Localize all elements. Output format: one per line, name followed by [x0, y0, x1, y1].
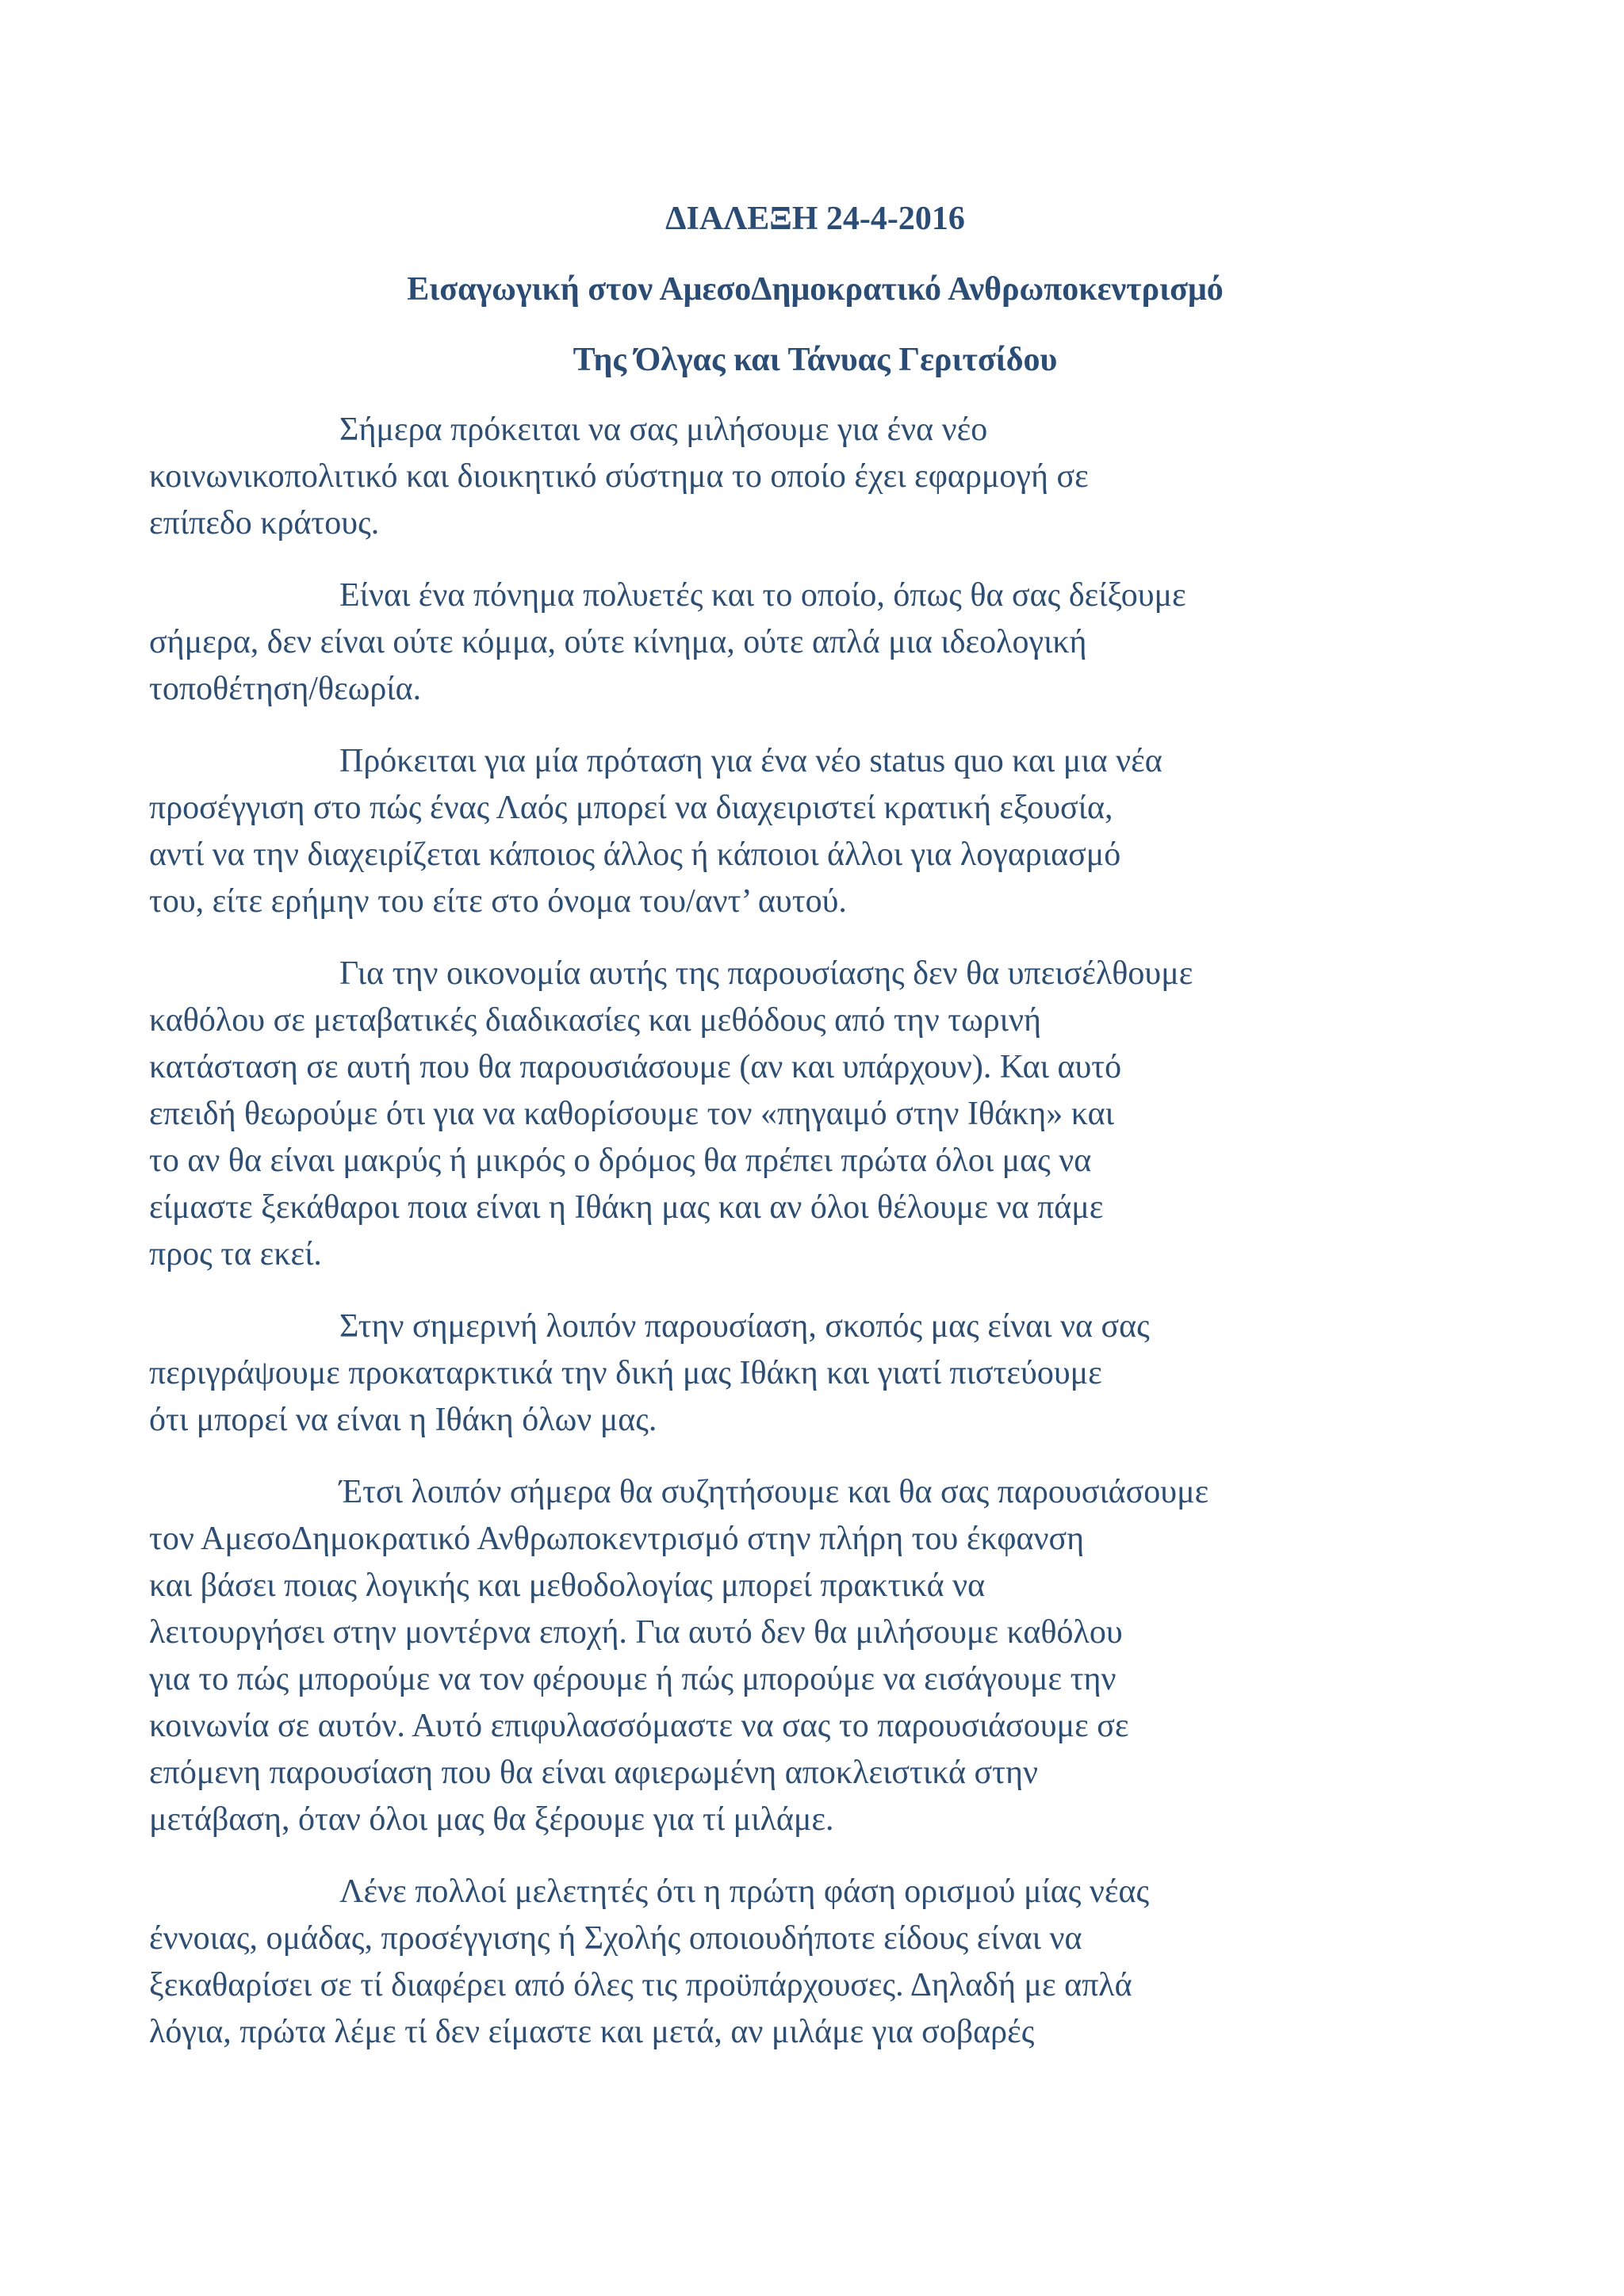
paragraph: [149, 1303, 1386, 1444]
paragraph-line: είμαστε ξεκάθαροι ποια είναι η Ιθάκη μας και αν όλοι θέλουμε να πάμε: [149, 1189, 1104, 1226]
paragraph-list: [149, 407, 1386, 2056]
paragraph-line: κοινωνικοπολιτικό και διοικητικό σύστημα το οποίο έχει εφαρμογή σε: [149, 458, 1089, 495]
paragraph-line: προς τα εκεί.: [149, 1236, 322, 1272]
paragraph-line: μετάβαση, όταν όλοι μας θα ξέρουμε για τί μιλάμε.: [149, 1801, 834, 1838]
document-subtitle: Εισαγωγική στον ΑμεσοΔημοκρατικό Ανθρωποκεντρισμό: [407, 271, 1224, 308]
paragraph-line: Πρόκειται για μία πρόταση για ένα νέο status quo και μια νέα: [339, 743, 1162, 779]
paragraph: [149, 738, 1386, 925]
paragraph-line: για το πώς μπορούμε να τον φέρουμε ή πώς μπορούμε να εισάγουμε την: [149, 1661, 1116, 1697]
document-authors: Της Όλγας και Τάνυας Γεριτσίδου: [573, 342, 1058, 378]
paragraph-line: περιγράψουμε προκαταρκτικά την δική μας Ιθάκη και γιατί πιστεύουμε: [149, 1355, 1102, 1391]
document-body: [149, 195, 1386, 2081]
paragraph-line: επειδή θεωρούμε ότι για να καθορίσουμε τον «πηγαιμό στην Ιθάκη» και: [149, 1096, 1114, 1132]
paragraph: [149, 951, 1386, 1278]
paragraph-line: του, είτε ερήμην του είτε στο όνομα του/αντ’ αυτού.: [149, 883, 847, 920]
document-title: ΔΙΑΛΕΞΗ 24-4-2016: [665, 201, 965, 237]
paragraph-line: τον ΑμεσοΔημοκρατικό Ανθρωποκεντρισμό στην πλήρη του έκφανση: [149, 1521, 1085, 1557]
paragraph-line: Έτσι λοιπόν σήμερα θα συζητήσουμε και θα σας παρουσιάσουμε: [339, 1474, 1209, 1510]
paragraph-line: ότι μπορεί να είναι η Ιθάκη όλων μας.: [149, 1402, 657, 1438]
paragraph-line: κοινωνία σε αυτόν. Αυτό επιφυλασσόμαστε να σας το παρουσιάσουμε σε: [149, 1708, 1129, 1744]
paragraph-line: Στην σημερινή λοιπόν παρουσίαση, σκοπός μας είναι να σας: [339, 1308, 1150, 1345]
paragraph-line: επίπεδο κράτους.: [149, 505, 380, 541]
paragraph: [149, 1869, 1386, 2056]
paragraph-line: τοποθέτηση/θεωρία.: [149, 671, 422, 707]
paragraph-line: σήμερα, δεν είναι ούτε κόμμα, ούτε κίνημα, ούτε απλά μια ιδεολογική: [149, 624, 1087, 660]
paragraph-line: λειτουργήσει στην μοντέρνα εποχή. Για αυτό δεν θα μιλήσουμε καθόλου: [149, 1614, 1123, 1651]
paragraph-line: λόγια, πρώτα λέμε τί δεν είμαστε και μετά, αν μιλάμε για σοβαρές: [149, 2014, 1035, 2050]
paragraph-line: αντί να την διαχειρίζεται κάποιος άλλος ή κάποιοι άλλοι για λογαριασμό: [149, 836, 1121, 873]
paragraph-line: προσέγγιση στο πώς ένας Λαός μπορεί να διαχειριστεί κρατική εξουσία,: [149, 790, 1113, 826]
paragraph-line: Είναι ένα πόνημα πολυετές και το οποίο, όπως θα σας δείξουμε: [339, 577, 1186, 614]
paragraph: [149, 407, 1386, 547]
paragraph-line: Σήμερα πρόκειται να σας μιλήσουμε για ένα νέο: [339, 411, 988, 448]
paragraph-line: Για την οικονομία αυτής της παρουσίασης δεν θα υπεισέλθουμε: [339, 955, 1193, 992]
paragraph-line: κατάσταση σε αυτή που θα παρουσιάσουμε (αν και υπάρχουν). Και αυτό: [149, 1049, 1122, 1085]
paragraph-line: έννοιας, ομάδας, προσέγγισης ή Σχολής οποιουδήποτε είδους είναι να: [149, 1920, 1082, 1957]
paragraph-line: επόμενη παρουσίαση που θα είναι αφιερωμένη αποκλειστικά στην: [149, 1755, 1038, 1791]
paragraph-line: καθόλου σε μεταβατικές διαδικασίες και μεθόδους από την τωρινή: [149, 1002, 1041, 1039]
paragraph-line: Λένε πολλοί μελετητές ότι η πρώτη φάση ορισμού μίας νέας: [339, 1873, 1150, 1910]
paragraph: [149, 572, 1386, 713]
paragraph-line: ξεκαθαρίσει σε τί διαφέρει από όλες τις προϋπάρχουσες. Δηλαδή με απλά: [149, 1967, 1132, 2003]
paragraph: [149, 1469, 1386, 1843]
paragraph-line: το αν θα είναι μακρύς ή μικρός ο δρόμος θα πρέπει πρώτα όλοι μας να: [149, 1142, 1092, 1179]
paragraph-line: και βάσει ποιας λογικής και μεθοδολογίας μπορεί πρακτικά να: [149, 1567, 986, 1604]
